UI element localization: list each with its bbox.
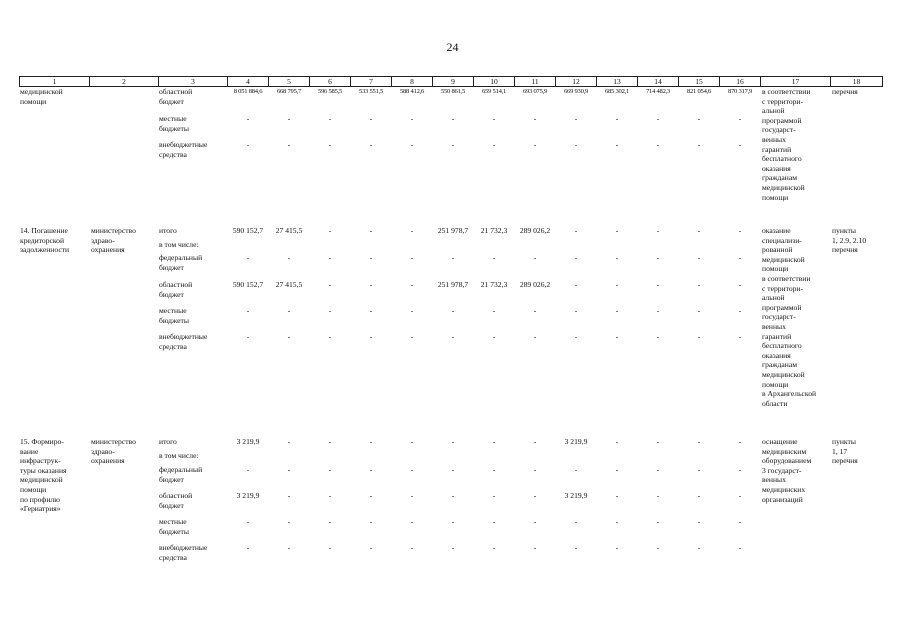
section-15-value: - [656, 543, 660, 552]
section-14-value: - [287, 332, 291, 341]
section-15-value: - [287, 543, 291, 552]
section-a-value: - [328, 114, 332, 123]
section-15-value: - [574, 465, 578, 474]
section-a-reference: перечня [832, 87, 858, 96]
section-15-value: - [492, 437, 496, 446]
section-14-value: - [369, 280, 373, 289]
section-a-value: - [328, 140, 332, 149]
section-15-row-label: областной бюджет [159, 491, 193, 510]
section-14-value: - [697, 280, 701, 289]
section-14-row-label: внебюджетные средства [159, 332, 208, 351]
section-14-value: - [410, 280, 414, 289]
section-15-row-label: в том числе: [159, 451, 199, 460]
section-a-value: 821 054,6 [686, 88, 712, 95]
section-15-value: - [328, 517, 332, 526]
section-15-value: - [656, 465, 660, 474]
section-a-value: - [246, 114, 250, 123]
section-15-value: - [697, 517, 701, 526]
section-14-value: 590 152,7 [232, 280, 264, 289]
section-15-value: - [410, 543, 414, 552]
section-14-value: - [615, 280, 619, 289]
column-header-8: 8 [392, 77, 433, 87]
section-15-value: - [287, 465, 291, 474]
section-14-value: - [738, 253, 742, 262]
section-15-value: - [451, 517, 455, 526]
section-a-value: - [287, 114, 291, 123]
section-a-value: - [697, 114, 701, 123]
section-14-value: 251 978,7 [437, 280, 469, 289]
section-14-value: - [615, 253, 619, 262]
section-15-value: - [492, 465, 496, 474]
section-a-value: 870 317,9 [727, 88, 753, 95]
section-14-value: - [287, 253, 291, 262]
section-a-name: медицинской помощи [20, 87, 63, 106]
section-15-row-label: местные бюджеты [159, 517, 189, 536]
section-14-value: - [328, 306, 332, 315]
section-15-reference: пункты 1, 17 перечня [832, 437, 858, 466]
section-14-row-label: в том числе: [159, 240, 199, 249]
section-15-row-label: итого [159, 437, 177, 446]
section-14-value: - [410, 332, 414, 341]
section-14-value: 27 415,5 [275, 280, 303, 289]
column-header-4: 4 [228, 77, 269, 87]
section-15-value: - [656, 517, 660, 526]
section-14-value: - [492, 253, 496, 262]
section-a-value: - [492, 114, 496, 123]
section-14-value: - [369, 332, 373, 341]
column-header-1: 1 [20, 77, 90, 87]
section-15-value: - [615, 437, 619, 446]
section-a-value: - [369, 140, 373, 149]
section-15-row-label: федеральный бюджет [159, 465, 203, 484]
section-a-value: 550 861,5 [440, 88, 466, 95]
column-header-2: 2 [90, 77, 159, 87]
section-15-value: - [533, 437, 537, 446]
section-14-value: - [246, 306, 250, 315]
section-14-value: - [451, 306, 455, 315]
section-15-value: - [615, 465, 619, 474]
section-15-value: - [328, 491, 332, 500]
section-14-value: - [533, 253, 537, 262]
section-15-value: - [328, 437, 332, 446]
section-15-value: - [492, 491, 496, 500]
section-15-value: - [451, 437, 455, 446]
section-15-value: - [656, 491, 660, 500]
section-a-value: 668 795,7 [276, 88, 302, 95]
section-14-value: - [697, 226, 701, 235]
section-14-value: - [369, 226, 373, 235]
column-header-10: 10 [474, 77, 515, 87]
section-a-value: - [615, 140, 619, 149]
section-15-executor: министерство здраво- охранения [91, 437, 136, 466]
section-14-value: - [574, 280, 578, 289]
section-14-row-label: областной бюджет [159, 280, 193, 299]
section-14-value: - [328, 280, 332, 289]
section-14-value: - [410, 253, 414, 262]
section-14-result: оказание специализи- рованной медицинской помощи в соответствии с территори- альной программой государст- венных гарантий бесплатного оказания гражданам медицинской помощи в Архангельской области [762, 226, 817, 408]
column-header-11: 11 [515, 77, 556, 87]
section-15-value: - [369, 437, 373, 446]
section-14-value: 590 152,7 [232, 226, 264, 235]
section-15-value: - [697, 491, 701, 500]
section-15-value: - [410, 491, 414, 500]
section-15-value: - [369, 491, 373, 500]
section-a-value: - [656, 114, 660, 123]
column-header-row [19, 76, 883, 87]
section-14-value: - [492, 332, 496, 341]
section-15-value: - [615, 543, 619, 552]
section-14-value: - [287, 306, 291, 315]
section-a-value: - [574, 140, 578, 149]
section-14-value: - [328, 253, 332, 262]
section-a-value: - [410, 114, 414, 123]
section-14-value: - [574, 306, 578, 315]
section-a-value: 669 930,9 [563, 88, 589, 95]
page-number: 24 [446, 40, 459, 54]
section-14-value: - [369, 306, 373, 315]
section-15-value: - [410, 465, 414, 474]
section-a-result: в соответствии с территори- альной программой государст- венных гарантий бесплатного оказания гражданам медицинской помощи [762, 87, 811, 202]
section-a-value: 693 075,9 [522, 88, 548, 95]
section-a-value: 659 514,1 [481, 88, 507, 95]
section-14-value: - [738, 332, 742, 341]
column-header-6: 6 [310, 77, 351, 87]
section-15-value: 3 219,9 [236, 491, 260, 500]
section-14-value: - [492, 306, 496, 315]
column-header-3: 3 [159, 77, 228, 87]
section-15-value: 3 219,9 [564, 491, 588, 500]
section-14-value: - [369, 253, 373, 262]
section-14-value: - [574, 332, 578, 341]
section-14-value: - [451, 332, 455, 341]
section-15-value: - [246, 465, 250, 474]
section-15-value: - [697, 465, 701, 474]
section-15-value: - [615, 517, 619, 526]
section-a-value: - [533, 140, 537, 149]
section-15-value: - [533, 543, 537, 552]
section-14-value: - [656, 306, 660, 315]
section-14-value: - [656, 280, 660, 289]
section-15-value: - [738, 491, 742, 500]
section-14-reference: пункты 1, 2.9, 2.10 перечня [832, 226, 867, 255]
column-header-9: 9 [433, 77, 474, 87]
section-a-value: - [451, 114, 455, 123]
section-a-row-label: местные бюджеты [159, 114, 189, 133]
section-14-value: - [615, 332, 619, 341]
section-15-value: - [369, 465, 373, 474]
column-header-16: 16 [720, 77, 761, 87]
section-a-value: - [574, 114, 578, 123]
section-14-value: - [738, 226, 742, 235]
section-15-value: - [328, 465, 332, 474]
section-14-value: - [451, 253, 455, 262]
section-15-value: 3 219,9 [564, 437, 588, 446]
section-15-value: - [574, 543, 578, 552]
section-14-value: - [328, 332, 332, 341]
section-15-value: - [574, 517, 578, 526]
section-15-value: - [410, 517, 414, 526]
section-14-value: - [246, 332, 250, 341]
section-14-value: - [533, 332, 537, 341]
section-14-value: 289 026,2 [519, 226, 551, 235]
section-a-value: - [738, 140, 742, 149]
section-15-value: - [697, 437, 701, 446]
section-a-value: 8 051 884,6 [233, 88, 263, 95]
section-a-value: - [697, 140, 701, 149]
column-header-12: 12 [556, 77, 597, 87]
section-14-value: - [246, 253, 250, 262]
section-15-value: - [287, 517, 291, 526]
section-14-value: - [410, 226, 414, 235]
section-a-value: 596 585,5 [317, 88, 343, 95]
section-a-value: 533 551,5 [358, 88, 384, 95]
section-15-value: - [451, 465, 455, 474]
section-14-value: - [328, 226, 332, 235]
section-15-value: - [369, 517, 373, 526]
section-15-value: - [738, 437, 742, 446]
column-header-13: 13 [597, 77, 638, 87]
section-14-row-label: федеральный бюджет [159, 253, 203, 272]
section-15-value: - [451, 543, 455, 552]
section-14-row-label: итого [159, 226, 177, 235]
section-a-value: - [246, 140, 250, 149]
section-a-value: - [738, 114, 742, 123]
section-15-value: - [287, 491, 291, 500]
section-15-value: - [287, 437, 291, 446]
column-header-14: 14 [638, 77, 679, 87]
section-15-value: - [492, 543, 496, 552]
section-a-row-label: внебюджетные средства [159, 140, 208, 159]
section-14-value: 27 415,5 [275, 226, 303, 235]
column-header-17: 17 [761, 77, 831, 87]
section-14-executor: министерство здраво- охранения [91, 226, 136, 255]
column-header-7: 7 [351, 77, 392, 87]
section-14-value: - [615, 226, 619, 235]
section-14-value: - [574, 226, 578, 235]
section-15-value: - [533, 517, 537, 526]
section-14-value: - [410, 306, 414, 315]
section-15-value: - [738, 543, 742, 552]
section-14-value: 21 732,3 [480, 280, 508, 289]
column-header-18: 18 [831, 77, 883, 87]
section-15-value: - [410, 437, 414, 446]
section-a-value: - [451, 140, 455, 149]
section-14-value: - [697, 332, 701, 341]
section-15-row-label: внебюджетные средства [159, 543, 208, 562]
section-15-value: - [328, 543, 332, 552]
section-14-value: - [738, 306, 742, 315]
column-header-5: 5 [269, 77, 310, 87]
section-15-value: - [492, 517, 496, 526]
section-a-row-label: областной бюджет [159, 87, 193, 106]
section-14-value: 21 732,3 [480, 226, 508, 235]
section-14-value: - [656, 253, 660, 262]
section-a-value: - [287, 140, 291, 149]
section-a-value: - [615, 114, 619, 123]
section-a-value: - [533, 114, 537, 123]
section-a-value: 685 302,1 [604, 88, 630, 95]
section-14-value: - [574, 253, 578, 262]
section-15-value: - [451, 491, 455, 500]
section-15-name: 15. Формиро- вание инфраструк- туры оказания медицинской помощи по профилю «Гериатрия» [20, 437, 67, 514]
section-14-name: 14. Погашение кредиторской задолженности [20, 226, 70, 255]
section-15-result: оснащение медицинским оборудованием 3 государст- венных медицинских организаций [762, 437, 812, 504]
section-15-value: - [738, 465, 742, 474]
section-14-value: 289 026,2 [519, 280, 551, 289]
section-14-value: - [738, 280, 742, 289]
section-a-value: - [492, 140, 496, 149]
section-14-value: 251 978,7 [437, 226, 469, 235]
section-15-value: - [246, 517, 250, 526]
section-14-row-label: местные бюджеты [159, 306, 189, 325]
section-14-value: - [656, 332, 660, 341]
section-14-value: - [697, 253, 701, 262]
section-14-value: - [615, 306, 619, 315]
section-15-value: - [533, 465, 537, 474]
section-15-value: - [656, 437, 660, 446]
section-15-value: - [533, 491, 537, 500]
section-a-value: 714 482,3 [645, 88, 671, 95]
section-14-value: - [656, 226, 660, 235]
section-a-value: - [369, 114, 373, 123]
section-15-value: 3 219,9 [236, 437, 260, 446]
section-15-value: - [738, 517, 742, 526]
section-15-value: - [615, 491, 619, 500]
section-15-value: - [697, 543, 701, 552]
section-14-value: - [697, 306, 701, 315]
section-15-value: - [369, 543, 373, 552]
section-a-value: - [410, 140, 414, 149]
section-a-value: - [656, 140, 660, 149]
section-a-value: 588 412,6 [399, 88, 425, 95]
section-14-value: - [533, 306, 537, 315]
section-15-value: - [246, 543, 250, 552]
column-header-15: 15 [679, 77, 720, 87]
